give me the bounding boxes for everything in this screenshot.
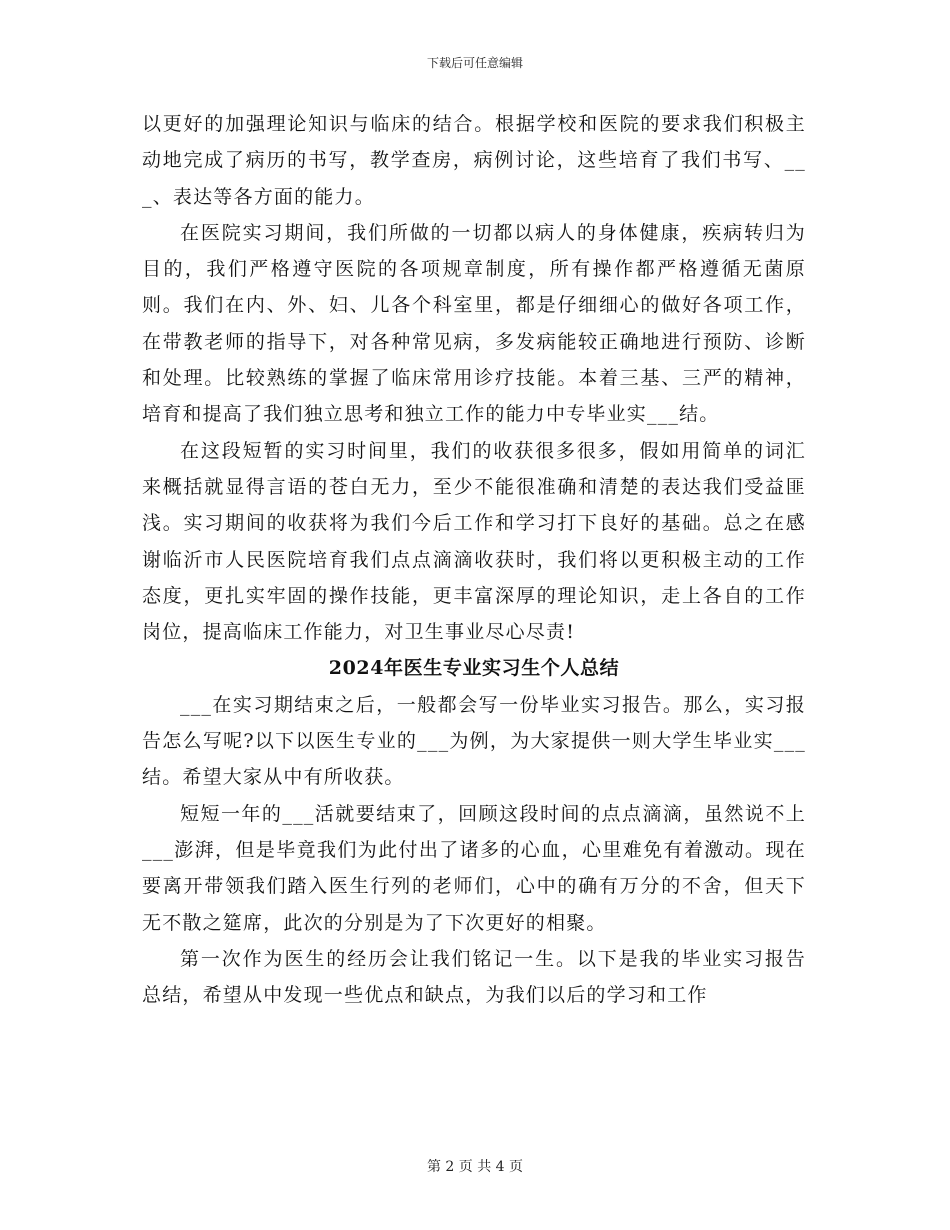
paragraph-year-ending: 短短一年的___活就要结束了，回顾这段时间的点点滴滴，虽然说不上___澎湃，但是毕竟我们为此付出了诸多的心血，心里难免有着激动。现在要离开带领我们踏入医生行列的老师们，心中的确有万分的不舍，但天下无不散之筵席，此次的分别是为了下次更好的相聚。 xyxy=(142,802,806,934)
document-body xyxy=(142,106,806,1013)
section-title: 2024年医生专业实习生个人总结 xyxy=(328,657,620,680)
paragraph-internship-period: 在医院实习期间，我们所做的一切都以病人的身体健康，疾病转归为目的，我们严格遵守医院的各项规章制度，所有操作都严格遵循无菌原则。我们在内、外、妇、儿各个科室里，都是仔细细心的做好各项工作，在带教老师的指导下，对各种常见病，多发病能较正确地进行预防、诊断和处理。比较熟练的掌握了临床常用诊疗技能。本着三基、三严的精神，培育和提高了我们独立思考和独立工作的能力中专毕业实___结。 xyxy=(142,221,806,426)
paragraph-intro: ___在实习期结束之后，一般都会写一份毕业实习报告。那么，实习报告怎么写呢?以下以医生专业的___为例，为大家提供一则大学生毕业实___结。希望大家从中有所收获。 xyxy=(142,693,806,789)
paragraph-first-experience: 第一次作为医生的经历会让我们铭记一生。以下是我的毕业实习报告总结，希望从中发现一些优点和缺点，为我们以后的学习和工作 xyxy=(142,947,806,1007)
paragraph-gains: 在这段短暂的实习时间里，我们的收获很多很多，假如用简单的词汇来概括就显得言语的苍白无力，至少不能很准确和清楚的表达我们受益匪浅。实习期间的收获将为我们今后工作和学习打下良好的基础。总之在感谢临沂市人民医院培育我们点点滴滴收获时，我们将以更积极主动的工作态度，更扎实牢固的操作技能，更丰富深厚的理论知识，走上各自的工作岗位，提高临床工作能力，对卫生事业尽心尽责! xyxy=(142,439,806,644)
page-number: 第 2 页 共 4 页 xyxy=(426,1159,524,1175)
paragraph-continued: 以更好的加强理论知识与临床的结合。根据学校和医院的要求我们积极主动地完成了病历的书写，教学查房，病例讨论，这些培育了我们书写、___、表达等各方面的能力。 xyxy=(142,113,806,208)
page-header: 下载后可任意编辑 xyxy=(426,56,523,70)
